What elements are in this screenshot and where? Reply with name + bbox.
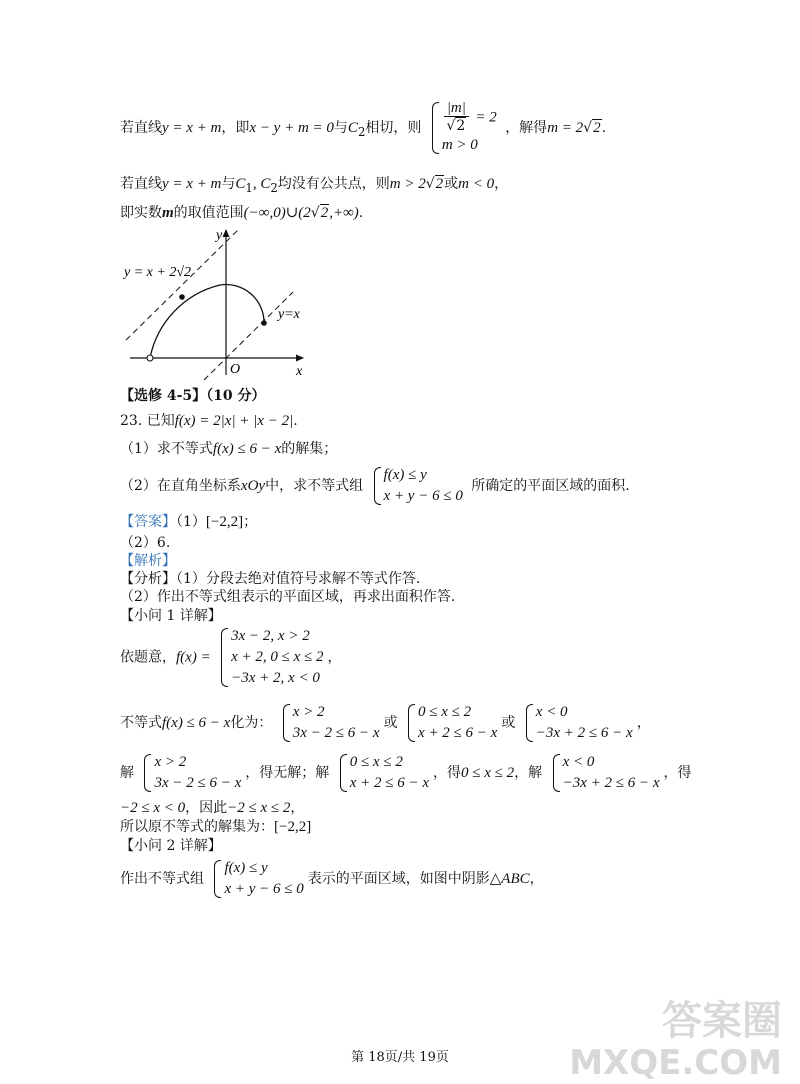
sys-row: f(x) ≤ y — [224, 860, 268, 876]
text: ，得 — [433, 765, 461, 781]
text: （1） — [176, 514, 206, 530]
watermark-text: 答案圈 — [662, 998, 782, 1044]
math: y = x + m — [162, 176, 222, 192]
sys-row: f(x) ≤ y — [383, 467, 427, 483]
text: 所确定的平面区域的面积. — [471, 478, 630, 494]
label-upper-line: y = x + 2√2 — [124, 265, 192, 280]
sub2-title: 【小问 2 详解】 — [120, 838, 222, 854]
sys-row: 3x − 2 ≤ 6 − x — [292, 725, 380, 741]
text: 解 — [120, 765, 134, 781]
curve — [150, 285, 264, 358]
math: f(x) ≤ 6 − x — [212, 441, 282, 457]
sys-row: 3x − 2 ≤ 6 − x — [154, 775, 242, 791]
math: m = 2 — [547, 120, 584, 136]
sys-row: x + 2, 0 ≤ x ≤ 2 — [231, 649, 324, 665]
case-system-3 — [524, 702, 633, 744]
math: −2 ≤ x < 0 — [120, 800, 186, 816]
text: 若直线 — [120, 120, 162, 136]
conversion-line — [120, 702, 651, 744]
solve-line — [120, 752, 692, 794]
axis-y-label: y — [216, 228, 223, 243]
math: 2 — [435, 176, 444, 192]
text: 作出不等式组 — [120, 871, 204, 887]
q2-system — [372, 465, 463, 507]
math: m > 2 — [389, 176, 426, 192]
text: 与 — [221, 176, 236, 192]
sys-row: −3x + 2, x < 0 — [231, 670, 320, 686]
text: 或 — [444, 176, 459, 192]
text: ， — [290, 800, 305, 816]
tangent-system — [430, 100, 497, 156]
math: 0 ≤ x ≤ 2 — [461, 765, 515, 781]
text: ， — [636, 715, 651, 731]
math: (−∞,0)∪(2 — [243, 205, 311, 221]
text: 【分析】 — [120, 571, 176, 587]
piecewise-def — [120, 626, 342, 689]
axis-x-label: x — [296, 364, 303, 379]
case-system-2 — [406, 702, 497, 744]
text: 均没有公共点，则 — [277, 176, 390, 192]
sys-row: x > 2 — [292, 704, 325, 720]
no-common-line: 若直线y = x + m与$C_1$, $C_2$均没有公共点，则m > 2√2或m < 0， — [120, 176, 509, 195]
math: xOy — [240, 478, 266, 494]
text: ，得 — [663, 765, 692, 781]
final-line — [120, 817, 311, 837]
text: . — [358, 205, 364, 221]
math: , C — [252, 176, 271, 192]
fenxi-2: （2）作出不等式组表示的平面区域，再求出面积作答. — [120, 589, 456, 605]
text: ， — [494, 176, 509, 192]
analysis-tag: 【解析】 — [120, 553, 176, 569]
math: f(x) = 2|x| + |x − 2| — [174, 413, 294, 429]
section-title: 【选修 4-5】（10 分） — [120, 388, 266, 404]
sys-row: 3x − 2, x > 2 — [231, 628, 310, 644]
problem-statement — [120, 411, 298, 431]
subscript: 1 — [245, 180, 253, 195]
text: 所以原不等式的解集为： — [120, 819, 274, 835]
problem-number: 23. — [120, 413, 143, 429]
math: 2 — [593, 120, 601, 136]
sys-row: x < 0 — [562, 754, 595, 770]
sys-row: x > 2 — [154, 754, 187, 770]
solve-system-3 — [551, 752, 660, 794]
text: 不等式 — [120, 715, 162, 731]
origin-label: O — [230, 362, 241, 377]
math: ,+∞) — [329, 205, 359, 221]
text: ； — [243, 514, 258, 530]
sys-row: 0 ≤ x ≤ 2 — [349, 754, 403, 770]
text: 或 — [383, 715, 398, 731]
math: m < 0 — [458, 176, 495, 192]
text: 表示的平面区域，如图中阴影 — [307, 871, 490, 887]
text: 若直线 — [120, 176, 162, 192]
fraction: $\frac{|m|}{√2}$ — [444, 100, 469, 135]
question-2 — [120, 465, 630, 507]
x-axis-arrow — [296, 355, 304, 362]
sys-row: m > 0 — [441, 137, 478, 153]
answer-2: （2）6. — [120, 535, 171, 551]
math: = 2 — [475, 109, 497, 126]
range-line: 即实数m的取值范围(−∞,0)∪(2√2,+∞). — [120, 205, 364, 221]
figure-graph — [118, 225, 318, 385]
label-lower-line: y=x — [278, 307, 300, 322]
math: f(x) ≤ 6 − x — [162, 715, 231, 731]
sys-row: x + y − 6 ≤ 0 — [383, 488, 463, 504]
tangent-line: 若直线y = x + m，即x − y + m = 0与$C_2$相切，则 $\frac{|m|}{√2}$ = 2 m > 0 ，解得m = 2√2. — [120, 100, 606, 156]
math: −2 ≤ x ≤ 2 — [227, 800, 291, 816]
sys-row: x + y − 6 ≤ 0 — [224, 881, 304, 897]
math: m — [162, 205, 174, 221]
answer-1 — [120, 512, 257, 532]
solve-system-2 — [338, 752, 429, 794]
text: ，因此 — [185, 800, 228, 816]
case-system-1 — [281, 702, 380, 744]
math: 2 — [320, 205, 329, 221]
text: ，解得 — [505, 120, 548, 136]
fenxi-1 — [120, 569, 420, 589]
math: △ABC — [489, 871, 530, 887]
frac-num: |m| — [444, 100, 469, 117]
math: C — [235, 176, 246, 192]
math: x − y + m = 0 — [249, 120, 334, 136]
text: 化为： — [230, 715, 273, 731]
text: 与 — [333, 120, 348, 136]
text: （1）求不等式 — [120, 441, 213, 457]
tangent-point — [179, 294, 185, 300]
math: C — [347, 120, 358, 136]
text: . — [601, 120, 607, 136]
text: ， — [327, 649, 342, 666]
math: [−2,2] — [274, 819, 312, 835]
text: ， — [529, 871, 544, 887]
text: 相切，则 — [365, 120, 422, 136]
subscript: 2 — [357, 124, 366, 139]
text: ，即 — [221, 120, 250, 136]
line-lower — [204, 292, 293, 380]
text: 或 — [501, 715, 516, 731]
sys-row: −3x + 2 ≤ 6 − x — [535, 725, 633, 741]
text: 即实数 — [120, 205, 162, 221]
sys-row: x < 0 — [535, 704, 568, 720]
math: f(x) = — [176, 649, 211, 666]
math: [−2,2] — [205, 514, 244, 530]
text: （1）分段去绝对值符号求解不等式作答. — [176, 571, 421, 587]
watermark-logo — [569, 1000, 782, 1084]
open-endpoint — [147, 355, 153, 361]
math: y = x + m — [162, 120, 222, 136]
answer-tag: 【答案】 — [120, 514, 176, 530]
sub1-title: 【小问 1 详解】 — [120, 608, 222, 624]
sub2-line — [120, 858, 544, 900]
frac-den: 2 — [456, 118, 466, 134]
text: ，得无解；解 — [245, 765, 330, 781]
text: 的解集； — [281, 441, 338, 457]
sys-row — [442, 100, 497, 135]
sys-row: x + 2 ≤ 6 − x — [418, 725, 498, 741]
text: 中，求不等式组 — [265, 478, 364, 494]
sys-row: x + 2 ≤ 6 − x — [349, 775, 429, 791]
piecewise-system — [219, 626, 323, 689]
text: 已知 — [146, 413, 175, 429]
text: 的取值范围 — [173, 205, 244, 221]
text: 依题意， — [120, 649, 176, 666]
sub2-system — [212, 858, 303, 900]
question-1 — [120, 439, 337, 459]
page-footer: 第 18页/共 19页 — [351, 1050, 449, 1065]
text: （2）在直角坐标系 — [120, 478, 241, 494]
y-axis-arrow — [223, 229, 230, 237]
watermark-url: MXQE.COM — [569, 1043, 782, 1083]
subscript: 2 — [270, 180, 278, 195]
text: ，解 — [514, 765, 543, 781]
sys-row: −3x + 2 ≤ 6 − x — [562, 775, 660, 791]
solve-system-1 — [142, 752, 241, 794]
combine-line — [120, 798, 304, 818]
sys-row: 0 ≤ x ≤ 2 — [418, 704, 472, 720]
text: . — [293, 413, 298, 429]
